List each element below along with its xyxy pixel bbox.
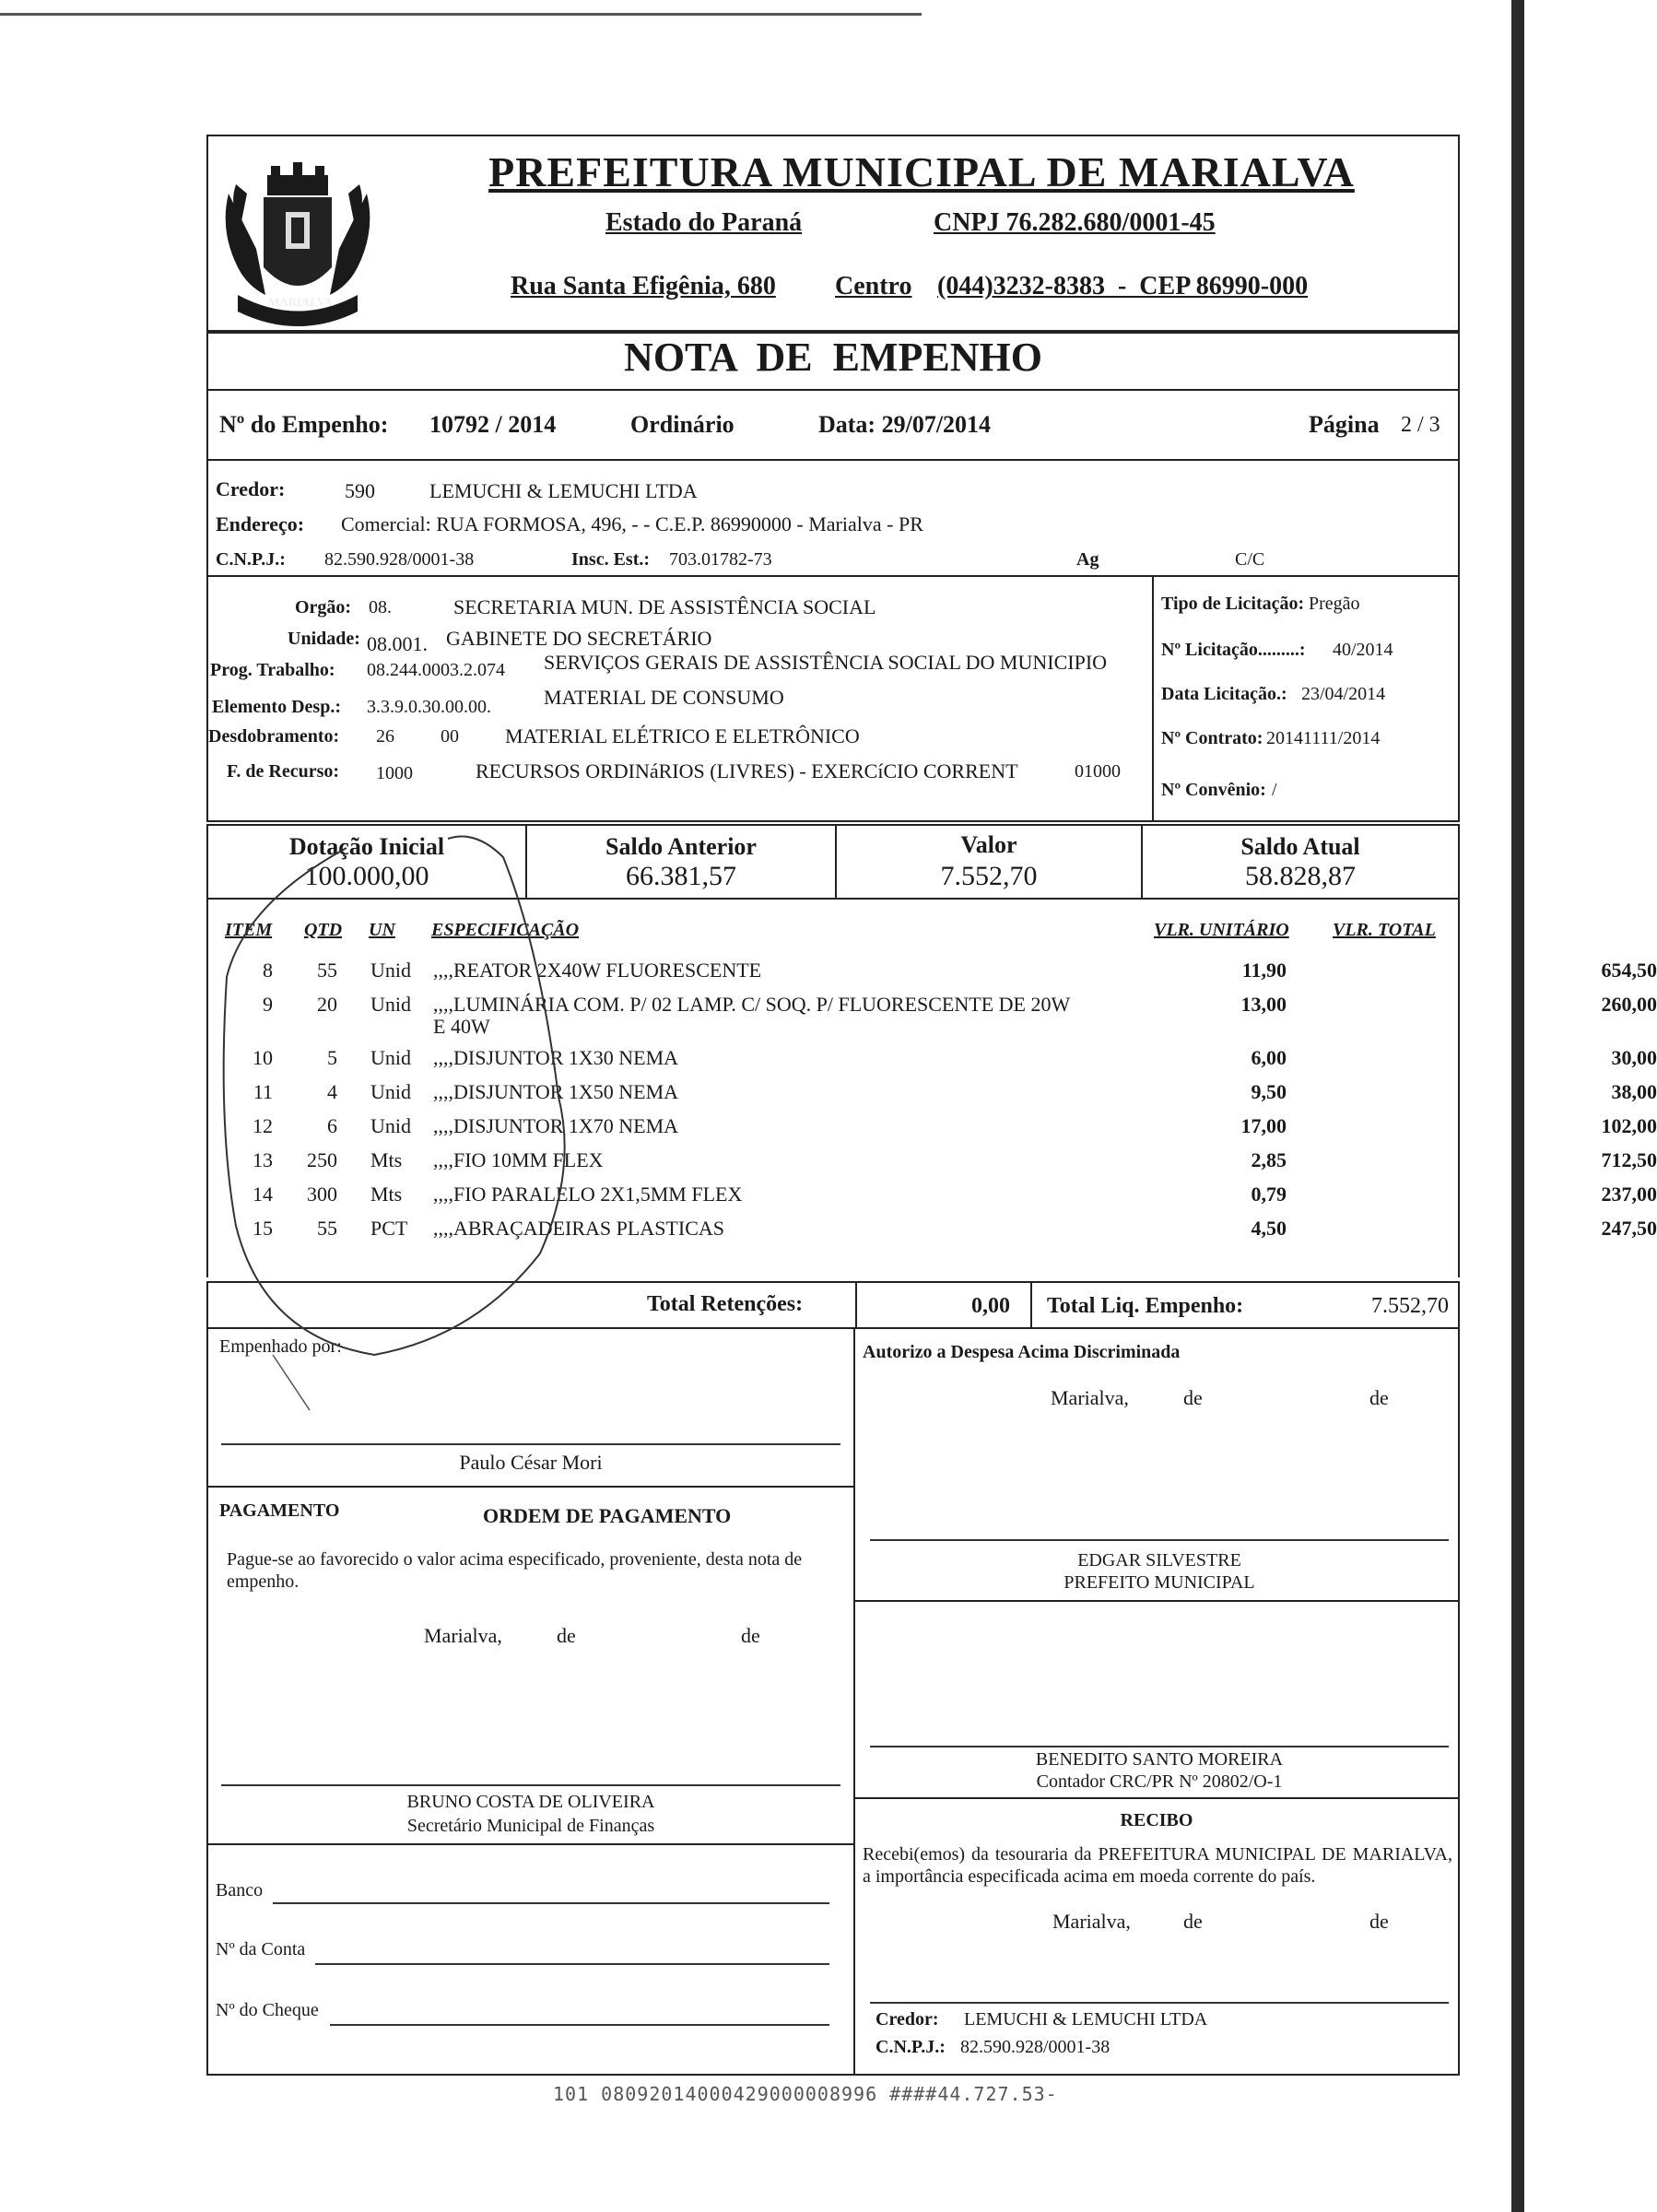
credor-name: LEMUCHI & LEMUCHI LTDA bbox=[429, 479, 698, 502]
orgao-code: 08. bbox=[369, 597, 392, 618]
item-qtd: 4 bbox=[327, 1080, 337, 1103]
banco-top-line bbox=[208, 1843, 853, 1845]
conta-label: Nº da Conta bbox=[216, 1939, 306, 1959]
elemento-desc: MATERIAL DE CONSUMO bbox=[544, 686, 784, 709]
item-unit-value: 2,85 bbox=[1251, 1148, 1287, 1171]
cheque-field-line[interactable] bbox=[330, 2024, 829, 2026]
municipal-crest-icon bbox=[210, 157, 385, 332]
secretario-signature-line bbox=[221, 1784, 840, 1786]
orgao-label: Orgão: bbox=[295, 597, 352, 618]
page-value: 2 / 3 bbox=[1401, 413, 1440, 437]
convenio-label: Nº Convênio: bbox=[1161, 780, 1266, 800]
totals-divider-2 bbox=[1030, 1281, 1032, 1329]
handwritten-mark bbox=[208, 820, 595, 1410]
elemento-code: 3.3.9.0.30.00.00. bbox=[367, 697, 491, 717]
desdob-code: 26 bbox=[376, 726, 394, 747]
empenho-type: Ordinário bbox=[630, 411, 734, 438]
item-unit-type: Unid bbox=[370, 959, 411, 982]
retencoes-label: Total Retenções: bbox=[647, 1292, 804, 1316]
saldo-atual-label: Saldo Atual bbox=[1240, 833, 1360, 860]
recibo-top-line bbox=[855, 1797, 1458, 1799]
convenio-value: / bbox=[1272, 780, 1277, 800]
dotacao-value: 100.000,00 bbox=[304, 861, 429, 891]
item-total-value: 247,50 bbox=[1601, 1217, 1657, 1240]
cheque-label: Nº do Cheque bbox=[216, 2000, 319, 2020]
header-district: Centro bbox=[835, 272, 912, 300]
contrato-value: 20141111/2014 bbox=[1266, 728, 1381, 748]
item-qtd: 300 bbox=[307, 1182, 337, 1206]
num-licitacao-label: Nº Licitação.........: bbox=[1161, 640, 1306, 660]
item-total-value: 38,00 bbox=[1611, 1080, 1657, 1103]
endereco-value: Comercial: RUA FORMOSA, 496, - - C.E.P. 86990000 - Marialva - PR bbox=[341, 512, 923, 535]
item-spec: ,,,,DISJUNTOR 1X50 NEMA bbox=[433, 1080, 679, 1103]
desdob-sub: 00 bbox=[441, 726, 459, 747]
item-unit-type: Mts bbox=[370, 1182, 403, 1206]
tipo-licitacao-value: Pregão bbox=[1309, 594, 1360, 614]
item-spec: ,,,,DISJUNTOR 1X70 NEMA bbox=[433, 1114, 679, 1137]
banco-label: Banco bbox=[216, 1880, 264, 1900]
cc-label: C/C bbox=[1235, 549, 1265, 570]
crest-banner-text: MARIALVA bbox=[267, 295, 334, 309]
recibo-de1: de bbox=[1183, 1910, 1203, 1933]
conta-field-line[interactable] bbox=[315, 1963, 829, 1965]
empenho-number: 10792 / 2014 bbox=[429, 411, 557, 438]
item-qtd: 5 bbox=[327, 1046, 337, 1069]
item-number: 14 bbox=[253, 1182, 273, 1206]
item-spec: ,,,,LUMINÁRIA COM. P/ 02 LAMP. C/ SOQ. P/ FLUORESCENTE DE 20W bbox=[433, 993, 1071, 1016]
recibo-de2: de bbox=[1369, 1910, 1389, 1933]
num-licitacao-value: 40/2014 bbox=[1333, 640, 1393, 660]
recibo-place: Marialva, bbox=[1052, 1910, 1131, 1933]
item-number: 15 bbox=[253, 1217, 273, 1240]
desdob-label: Desdobramento: bbox=[208, 726, 340, 747]
pagamento-label: PAGAMENTO bbox=[219, 1500, 340, 1521]
saldo-atual-value: 58.828,87 bbox=[1245, 861, 1356, 891]
contador-signature-line bbox=[870, 1746, 1449, 1747]
credor-label: Credor: bbox=[216, 477, 286, 500]
item-unit-value: 13,00 bbox=[1240, 993, 1287, 1016]
recibo-credor-label: Credor: bbox=[876, 2009, 939, 2030]
elemento-label: Elemento Desp.: bbox=[212, 697, 341, 717]
contrato-label: Nº Contrato: bbox=[1161, 728, 1263, 748]
liq-value: 7.552,70 bbox=[1371, 1294, 1449, 1318]
secretario-role: Secretário Municipal de Finanças bbox=[406, 1816, 655, 1836]
totals-divider-1 bbox=[855, 1281, 857, 1329]
item-unit-value: 4,50 bbox=[1251, 1217, 1287, 1240]
col-header-item: ITEM bbox=[225, 920, 273, 940]
desdob-desc: MATERIAL ELÉTRICO E ELETRÔNICO bbox=[505, 724, 860, 747]
left-de2: de bbox=[741, 1624, 760, 1647]
data-licitacao-label: Data Licitação.: bbox=[1161, 684, 1287, 704]
recibo-text: Recebi(emos) da tesouraria da PREFEITURA MUNICIPAL DE MARIALVA, a importância especificada acima em moeda corrente do país. bbox=[863, 1844, 1452, 1887]
right-place: Marialva, bbox=[1051, 1386, 1129, 1409]
left-place: Marialva, bbox=[424, 1624, 502, 1647]
page-label: Página bbox=[1309, 411, 1380, 438]
item-total-value: 654,50 bbox=[1601, 959, 1657, 982]
ordem-label: ORDEM DE PAGAMENTO bbox=[483, 1504, 732, 1527]
tipo-licitacao-label: Tipo de Licitação: bbox=[1161, 594, 1305, 614]
autorizo-text: Autorizo a Despesa Acima Discriminada bbox=[863, 1342, 1181, 1362]
item-total-value: 102,00 bbox=[1601, 1114, 1657, 1137]
credor-cnpj-label: C.N.P.J.: bbox=[216, 549, 286, 570]
insc-label: Insc. Est.: bbox=[571, 549, 651, 570]
scan-top-line bbox=[0, 13, 922, 16]
prog-desc: SERVIÇOS GERAIS DE ASSISTÊNCIA SOCIAL DO MUNICIPIO bbox=[544, 651, 1108, 674]
contador-top-line bbox=[855, 1600, 1458, 1602]
recurso-desc: RECURSOS ORDINáRIOS (LIVRES) - EXERCíCIO CORRENT bbox=[476, 759, 1018, 782]
lower-divider bbox=[853, 1327, 855, 2076]
credor-cnpj-value: 82.590.928/0001-38 bbox=[324, 549, 475, 570]
item-number: 13 bbox=[253, 1148, 273, 1171]
data-licitacao-value: 23/04/2014 bbox=[1301, 684, 1386, 704]
item-qtd: 250 bbox=[307, 1148, 337, 1171]
recibo-cnpj-value: 82.590.928/0001-38 bbox=[960, 2037, 1111, 2057]
retencoes-value: 0,00 bbox=[971, 1294, 1010, 1318]
item-spec: ,,,,FIO 10MM FLEX bbox=[433, 1148, 604, 1171]
recibo-cnpj-label: C.N.P.J.: bbox=[876, 2037, 946, 2057]
dotacao-label: Dotação Inicial bbox=[288, 833, 445, 860]
empenhado-name: Paulo César Mori bbox=[459, 1451, 603, 1474]
recurso-label: F. de Recurso: bbox=[227, 761, 340, 782]
pagamento-top-line bbox=[208, 1486, 853, 1488]
col-header-total: VLR. TOTAL bbox=[1333, 920, 1436, 940]
unidade-desc: GABINETE DO SECRETÁRIO bbox=[446, 627, 712, 650]
pague-text: Pague-se ao favorecido o valor acima especificado, proveniente, desta nota de empenho. bbox=[227, 1549, 803, 1592]
item-total-value: 237,00 bbox=[1601, 1182, 1657, 1206]
item-unit-type: PCT bbox=[370, 1217, 408, 1240]
orcamento-divider bbox=[1152, 575, 1154, 822]
item-total-value: 712,50 bbox=[1601, 1148, 1657, 1171]
item-number: 10 bbox=[253, 1046, 273, 1069]
item-number: 8 bbox=[263, 959, 273, 982]
item-qtd: 55 bbox=[317, 959, 337, 982]
recurso-code: 1000 bbox=[376, 763, 413, 783]
item-unit-type: Mts bbox=[370, 1148, 403, 1171]
insc-value: 703.01782-73 bbox=[669, 549, 772, 570]
left-de1: de bbox=[557, 1624, 576, 1647]
right-de1: de bbox=[1183, 1386, 1203, 1409]
recibo-title: RECIBO bbox=[1120, 1810, 1193, 1830]
item-qtd: 55 bbox=[317, 1217, 337, 1240]
item-unit-value: 0,79 bbox=[1251, 1182, 1287, 1206]
recurso-suffix: 01000 bbox=[1075, 761, 1121, 782]
item-unit-value: 9,50 bbox=[1251, 1080, 1287, 1103]
col-header-qtd: QTD bbox=[304, 920, 343, 940]
item-total-value: 260,00 bbox=[1601, 993, 1657, 1016]
item-number: 9 bbox=[263, 993, 273, 1016]
liq-label: Total Liq. Empenho: bbox=[1047, 1294, 1244, 1318]
item-number: 12 bbox=[253, 1114, 273, 1137]
authentication-text: 101 08092014000429000008996 ####44.727.53- bbox=[553, 2083, 1058, 2105]
item-number: 11 bbox=[253, 1080, 273, 1103]
item-total-value: 30,00 bbox=[1611, 1046, 1657, 1069]
item-spec: ,,,,FIO PARALELO 2X1,5MM FLEX bbox=[433, 1182, 743, 1206]
recibo-credor-value: LEMUCHI & LEMUCHI LTDA bbox=[964, 2009, 1208, 2030]
prog-code: 08.244.0003.2.074 bbox=[367, 660, 505, 680]
endereco-label: Endereço: bbox=[216, 512, 305, 535]
prefeito-role: PREFEITO MUNICIPAL bbox=[1064, 1572, 1255, 1593]
item-spec: ,,,,DISJUNTOR 1X30 NEMA bbox=[433, 1046, 679, 1069]
item-unit-value: 6,00 bbox=[1251, 1046, 1287, 1069]
recibo-signature-line bbox=[870, 2002, 1449, 2004]
empenho-label: Nº do Empenho: bbox=[219, 411, 389, 438]
unidade-code: 08.001. bbox=[367, 632, 428, 655]
prefeito-name: EDGAR SILVESTRE bbox=[1077, 1550, 1241, 1571]
orgao-desc: SECRETARIA MUN. DE ASSISTÊNCIA SOCIAL bbox=[453, 595, 876, 618]
prefeito-signature-line bbox=[870, 1539, 1449, 1541]
credor-code: 590 bbox=[345, 479, 375, 502]
item-unit-value: 11,90 bbox=[1241, 959, 1287, 982]
header-phone-cep: (044)3232-8383 - CEP 86990-000 bbox=[937, 272, 1309, 300]
item-spec: ,,,,REATOR 2X40W FLUORESCENTE bbox=[433, 959, 762, 982]
item-unit-type: Unid bbox=[370, 1114, 411, 1137]
empenho-date: Data: 29/07/2014 bbox=[818, 411, 992, 438]
col-header-unit: VLR. UNITÁRIO bbox=[1154, 920, 1289, 940]
contador-role: Contador CRC/PR Nº 20802/O-1 bbox=[1036, 1771, 1283, 1792]
valor-label: Valor bbox=[960, 831, 1017, 858]
header-cnpj: CNPJ 76.282.680/0001-45 bbox=[934, 208, 1216, 237]
col-header-spec: ESPECIFICAÇÃO bbox=[431, 920, 580, 940]
prog-label: Prog. Trabalho: bbox=[210, 660, 335, 680]
item-unit-type: Unid bbox=[370, 1046, 411, 1069]
scan-edge bbox=[1511, 0, 1524, 2212]
col-header-un: UN bbox=[369, 920, 395, 940]
municipality-title: PREFEITURA MUNICIPAL DE MARIALVA bbox=[488, 148, 1355, 195]
contador-name: BENEDITO SANTO MOREIRA bbox=[1035, 1749, 1284, 1770]
item-qtd: 6 bbox=[327, 1114, 337, 1137]
unidade-label: Unidade: bbox=[288, 629, 360, 649]
header-address: Rua Santa Efigênia, 680 bbox=[511, 272, 776, 300]
item-spec-continuation: E 40W bbox=[433, 1015, 490, 1038]
item-unit-value: 17,00 bbox=[1240, 1114, 1287, 1137]
ag-label: Ag bbox=[1076, 549, 1099, 570]
state-name: Estado do Paraná bbox=[605, 208, 803, 237]
item-qtd: 20 bbox=[317, 993, 337, 1016]
item-unit-type: Unid bbox=[370, 1080, 411, 1103]
empenhado-label: Empenhado por: bbox=[219, 1336, 342, 1357]
saldo-anterior-label: Saldo Anterior bbox=[605, 833, 757, 860]
doc-title: NOTA DE EMPENHO bbox=[624, 335, 1042, 380]
banco-field-line[interactable] bbox=[273, 1902, 829, 1904]
right-de2: de bbox=[1369, 1386, 1389, 1409]
empenhado-signature-line bbox=[221, 1443, 840, 1445]
item-spec: ,,,,ABRAÇADEIRAS PLASTICAS bbox=[433, 1217, 724, 1240]
item-unit-type: Unid bbox=[370, 993, 411, 1016]
saldo-anterior-value: 66.381,57 bbox=[626, 861, 736, 891]
valor-value: 7.552,70 bbox=[940, 861, 1038, 891]
secretario-name: BRUNO COSTA DE OLIVEIRA bbox=[406, 1792, 655, 1812]
